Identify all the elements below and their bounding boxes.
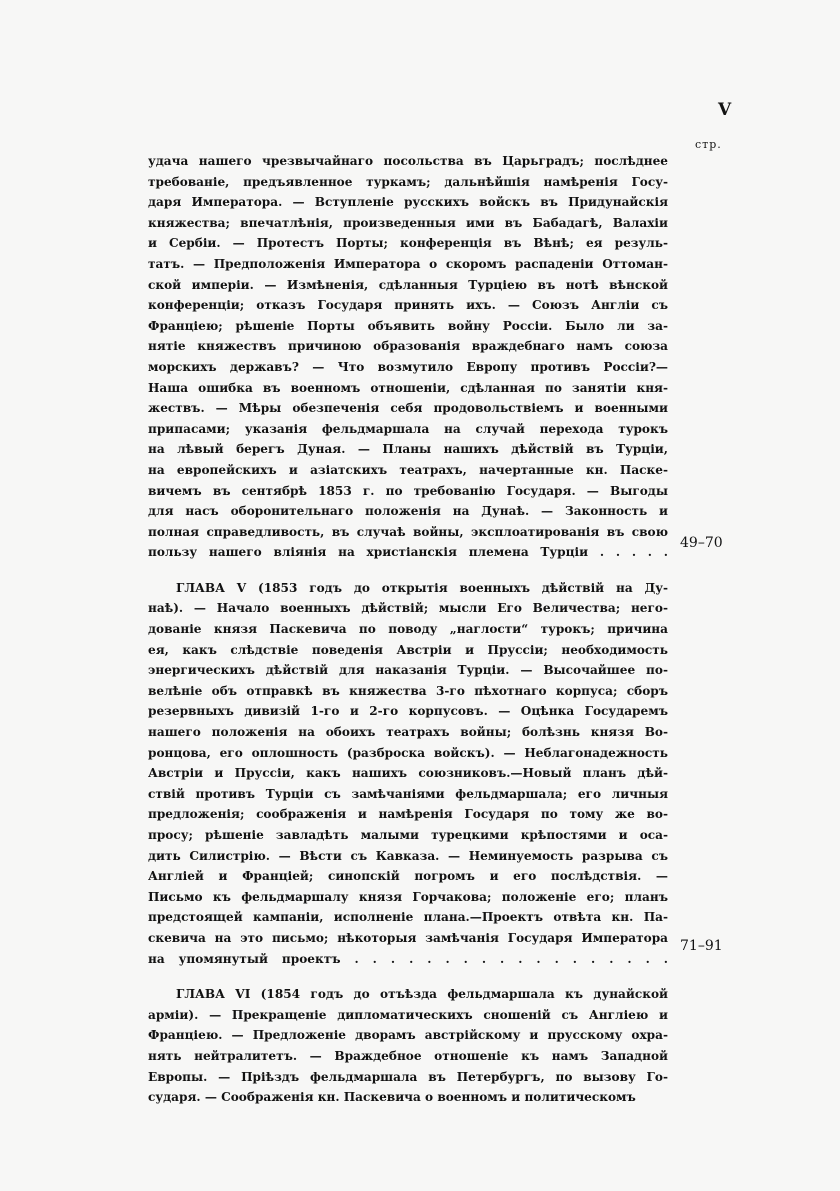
text-line: на европейскихъ и азіатскихъ театрахъ, начертанные кн. Паске- xyxy=(148,462,668,477)
text-line: требованіе, предъявленное туркамъ; дальнѣйшія намѣренія Госу- xyxy=(148,174,668,189)
text-line: нашего положенія на обоихъ театрахъ войны; болѣзнь князя Во- xyxy=(148,725,668,740)
text-line: Франціею; рѣшеніе Порты объявить войну Россіи. Было ли за- xyxy=(148,318,668,333)
text-line: и Сербіи. — Протестъ Порты; конференція въ Вѣнѣ; ея резуль- xyxy=(148,236,668,251)
page-range: 49–70 xyxy=(680,535,723,551)
page-number: V xyxy=(718,100,732,120)
text-line: на упомянутый проектъ . . . . . . . . . . . . . . . . . . xyxy=(148,951,668,966)
text-line: нять нейтралитетъ. — Враждебное отношеніе къ намъ Западной xyxy=(148,1048,668,1063)
text-line: морскихъ державъ? — Что возмутило Европу противъ Россіи?— xyxy=(148,359,668,374)
table-of-contents-body xyxy=(148,151,668,1108)
text-line: Франціею. — Предложеніе дворамъ австрійскому и прусскому охра- xyxy=(148,1028,668,1043)
chapter-heading-line: ГЛАВА VI (1854 годъ до отъѣзда фельдмаршала къ дунайской xyxy=(176,987,668,1002)
text-line: дованіе князя Паскевича по поводу „наглости“ турокъ; причина xyxy=(148,622,668,637)
text-line: ской имперіи. — Измѣненія, сдѣланныя Турціею въ нотѣ вѣнской xyxy=(148,277,668,292)
text-line: на лѣвый берегъ Дуная. — Планы нашихъ дѣйствій въ Турціи, xyxy=(148,442,668,457)
text-line: жествъ. — Мѣры обезпеченія себя продовольствіемъ и военными xyxy=(148,401,668,416)
text-line: пользу нашего вліянія на христіанскія племена Турціи . . . . . xyxy=(148,545,668,560)
text-line: велѣніе объ отправкѣ въ княжества 3-го пѣхотнаго корпуса; сборъ xyxy=(148,683,668,698)
text-line: Наша ошибка въ военномъ отношеніи, сдѣланная по занятіи кня- xyxy=(148,380,668,395)
text-line: дить Силистрію. — Вѣсти съ Кавказа. — Неминуемость разрыва съ xyxy=(148,848,668,863)
text-line: предстоящей кампаніи, исполненіе плана.—Проектъ отвѣта кн. Па- xyxy=(148,910,668,925)
text-line: Австріи и Пруссіи, какъ нашихъ союзниковъ.—Новый планъ дѣй- xyxy=(148,766,668,781)
text-line: удача нашего чрезвычайнаго посольства въ Царьградъ; послѣднее xyxy=(148,154,668,168)
text-line: энергическихъ дѣйствій для наказанія Турціи. — Высочайшее по- xyxy=(148,663,668,678)
text-line: для насъ оборонительнаго положенія на Дунаѣ. — Законность и xyxy=(148,504,668,519)
text-line: Европы. — Пріѣздъ фельдмаршала въ Петербургъ, по вызову Го- xyxy=(148,1069,668,1084)
text-line: вичемъ въ сентябрѣ 1853 г. по требованію Государя. — Выгоды xyxy=(148,483,668,498)
text-line: резервныхъ дивизій 1-го и 2-го корпусовъ. — Оцѣнка Государемъ xyxy=(148,704,668,719)
text-line: конференціи; отказъ Государя принять ихъ. — Союзъ Англіи съ xyxy=(148,298,668,313)
text-line: полная справедливость, въ случаѣ войны, эксплоатированія въ свою xyxy=(148,524,668,539)
text-line: Англіей и Франціей; синопскій погромъ и его послѣдствія. — xyxy=(148,869,668,884)
toc-section-2 xyxy=(148,578,668,969)
text-line: арміи). — Прекращеніе дипломатическихъ сношеній съ Англіею и xyxy=(148,1007,668,1022)
text-line: ронцова, его оплошность (разброска войскъ). — Неблагонадежность xyxy=(148,745,668,760)
text-line: просу; рѣшеніе завладѣть малыми турецкими крѣпостями и оса- xyxy=(148,828,668,842)
text-line: даря Императора. — Вступленіе русскихъ войскъ въ Придунайскія xyxy=(148,195,668,210)
chapter-heading-line: ГЛАВА V (1853 годъ до открытія военныхъ дѣйствій на Ду- xyxy=(176,580,668,595)
text-line: нятіе княжествъ причиною образованія враждебнаго намъ союза xyxy=(148,339,668,354)
toc-section-1 xyxy=(148,151,668,563)
toc-section-3 xyxy=(148,984,668,1108)
text-line: сударя. — Соображенія кн. Паскевича о военномъ и политическомъ xyxy=(148,1090,636,1105)
text-line: княжества; впечатлѣнія, произведенныя ими въ Бабадагѣ, Валахіи xyxy=(148,215,668,230)
pages-column-label: стр. xyxy=(695,138,722,151)
text-line: ея, какъ слѣдствіе поведенія Австріи и Пруссіи; необходимость xyxy=(148,642,668,657)
text-line: ствій противъ Турціи съ замѣчаніями фельдмаршала; его личныя xyxy=(148,786,668,801)
text-line: предложенія; соображенія и намѣренія Государя по тому же во- xyxy=(148,807,668,822)
text-line: наѣ). — Начало военныхъ дѣйствій; мысли Его Величества; него- xyxy=(148,601,668,616)
text-line: скевича на это письмо; нѣкоторыя замѣчанія Государя Императора xyxy=(148,930,668,945)
text-line: Письмо къ фельдмаршалу князя Горчакова; положеніе его; планъ xyxy=(148,889,668,904)
text-line: припасами; указанія фельдмаршала на случай перехода турокъ xyxy=(148,421,668,436)
page-range: 71–91 xyxy=(680,938,723,954)
text-line: татъ. — Предположенія Императора о скоромъ распаденіи Оттоман- xyxy=(148,256,668,271)
